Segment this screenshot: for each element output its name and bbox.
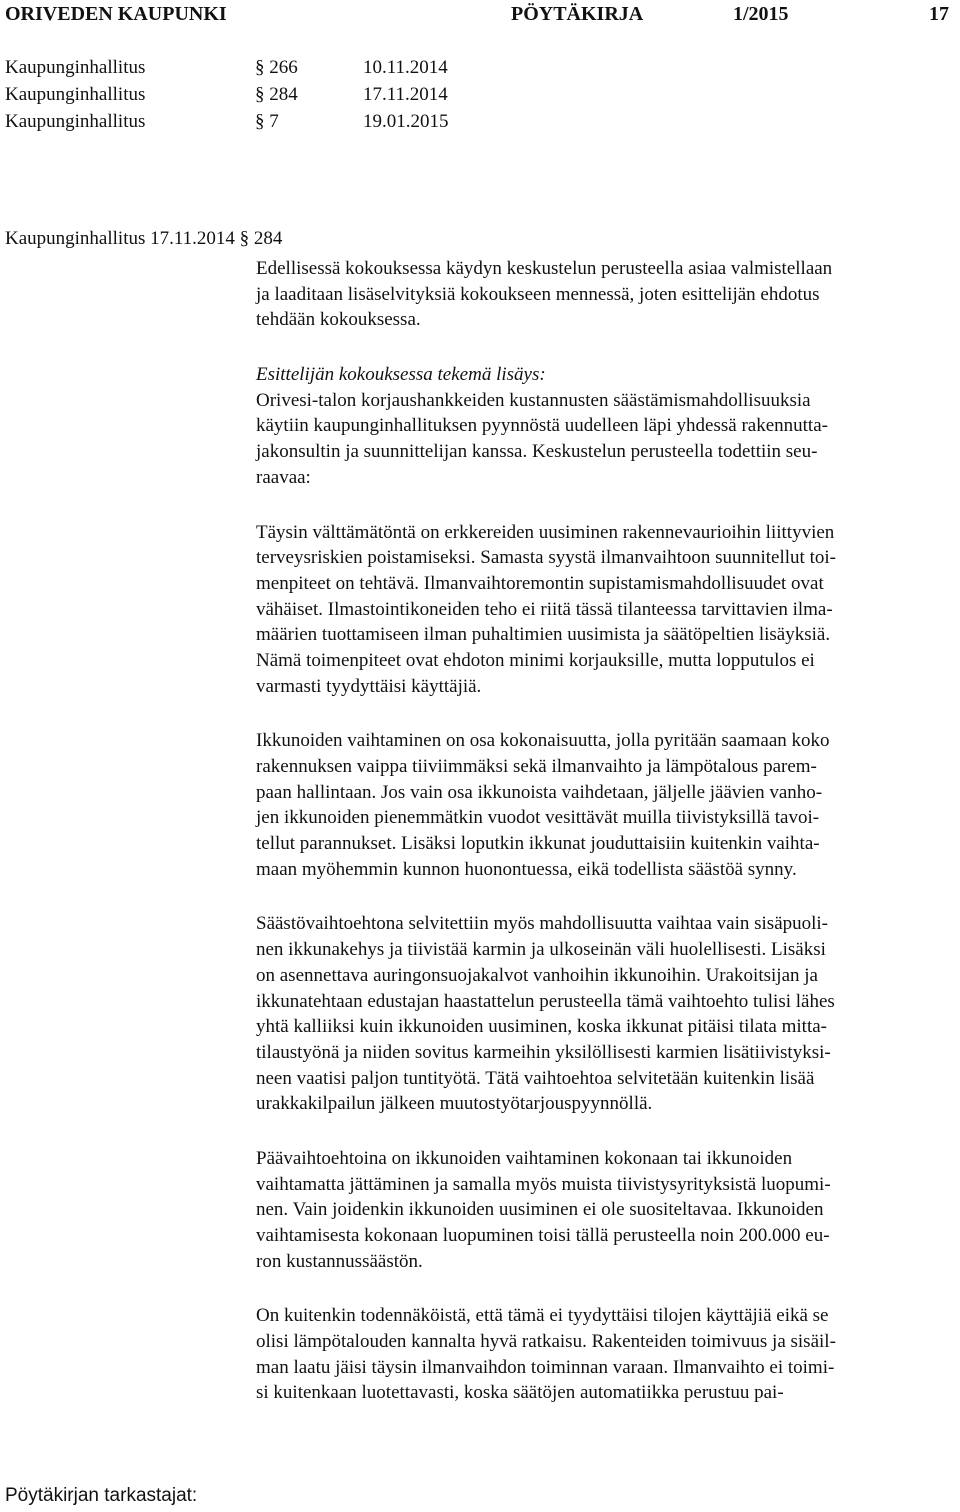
text-line: Säästövaihtoehtona selvitettiin myös mahdollisuutta vaihtaa vain sisäpuoli- xyxy=(256,913,829,935)
text-line: Edellisessä kokouksessa käydyn keskustelun perusteella asiaa valmistellaan xyxy=(256,258,833,279)
reference-section: § 284 xyxy=(255,84,298,105)
reference-row xyxy=(5,57,705,84)
doc-type: PÖYTÄKIRJA xyxy=(511,3,644,25)
reference-row xyxy=(5,84,705,111)
text-line: varmasti tyydyttäisi käyttäjiä. xyxy=(256,675,482,697)
addition-heading: Esittelijän kokouksessa tekemä lisäys: xyxy=(256,364,546,386)
text-line: rakennuksen vaippa tiiviimmäksi sekä ilmanvaihto ja lämpötalous parem- xyxy=(256,756,817,777)
paragraph xyxy=(256,520,958,700)
reference-list xyxy=(5,57,705,138)
text-line: nen ikkunakehys ja tiivistää karmin ja ulkoseinän väli huolellisesti. Lisäksi xyxy=(256,939,826,961)
text-line: On kuitenkin todennäköistä, että tämä ei tyydyttäisi tilojen käyttäjiä eikä se xyxy=(256,1305,829,1327)
text-line: käytiin kaupunginhallituksen pyynnöstä uudelleen läpi yhdessä rakennutta- xyxy=(256,415,828,437)
document-header xyxy=(0,0,960,30)
text-line: jen ikkunoiden pienemmätkin vuodot vesittävät muilla tiivistyksillä tavoi- xyxy=(256,807,820,829)
footer-reviewers-label: Pöytäkirjan tarkastajat: xyxy=(5,1485,198,1506)
reference-body: Kaupunginhallitus xyxy=(5,57,146,78)
reference-body: Kaupunginhallitus xyxy=(5,111,146,132)
text-line: Ikkunoiden vaihtaminen on osa kokonaisuutta, jolla pyritään saamaan koko xyxy=(256,730,830,752)
text-line: tehdään kokouksessa. xyxy=(256,309,421,331)
text-line: Täysin välttämätöntä on erkkereiden uusiminen rakennevaurioihin liittyvien xyxy=(256,521,835,543)
text-line: määrien tuottamiseen ilman puhaltimien uusimista ja säätöpeltien lisäyksiä. xyxy=(256,624,831,646)
text-line: urakkakilpailun jälkeen muutostyötarjouspyynnöllä. xyxy=(256,1093,653,1115)
text-line: ron kustannussäästön. xyxy=(256,1250,423,1272)
text-line: Orivesi-talon korjaushankkeiden kustannusten säästämismahdollisuuksia xyxy=(256,389,811,411)
page-number: 17 xyxy=(929,3,949,25)
reference-date: 19.01.2015 xyxy=(363,111,449,132)
text-line: nen. Vain joidenkin ikkunoiden uusiminen ei ole suositeltavaa. Ikkunoiden xyxy=(256,1199,824,1221)
paragraph xyxy=(256,362,958,490)
text-line: maan myöhemmin kunnon huonontuessa, eikä todellista säästöä synny. xyxy=(256,858,797,880)
text-line: raavaa: xyxy=(256,466,311,488)
paragraph xyxy=(256,728,958,882)
text-line: vaihtamisesta kokonaan luopuminen toisi tällä perusteella noin 200.000 eu- xyxy=(256,1225,830,1246)
reference-date: 10.11.2014 xyxy=(363,57,448,78)
text-line: yhtä kalliiksi kuin ikkunoiden uusiminen, koska ikkunat pitäisi tilata mitta- xyxy=(256,1016,827,1038)
text-line: olisi lämpötalouden kannalta hyvä ratkaisu. Rakenteiden toimivuus ja sisäil- xyxy=(256,1331,836,1353)
paragraph xyxy=(256,1303,958,1406)
reference-section: § 266 xyxy=(255,57,298,78)
text-line: paan hallintaan. Jos vain osa ikkunoista vaihdetaan, jäljelle jäävien vanho- xyxy=(256,781,823,803)
text-line: terveysriskien poistamiseksi. Samasta syystä ilmanvaihtoon suunnitellut toi- xyxy=(256,547,836,569)
text-line: ikkunatehtaan edustajan haastattelun perusteella tämä vaihtoehto tulisi lähes xyxy=(256,990,835,1012)
text-line: neen vaatisi paljon tuntityötä. Tätä vaihtoehtoa selvitetään kuitenkin lisää xyxy=(256,1067,815,1089)
reference-body: Kaupunginhallitus xyxy=(5,84,146,105)
reference-date: 17.11.2014 xyxy=(363,84,448,105)
text-line: Nämä toimenpiteet ovat ehdoton minimi korjauksille, mutta lopputulos ei xyxy=(256,649,815,671)
text-line: Päävaihtoehtoina on ikkunoiden vaihtaminen kokonaan tai ikkunoiden xyxy=(256,1147,793,1169)
reference-section: § 7 xyxy=(255,111,279,132)
text-line: vaihtamatta jättäminen ja samalla myös muista tiivistysyrityksistä luopumi- xyxy=(256,1173,831,1195)
reference-row xyxy=(5,111,705,138)
text-line: tellut parannukset. Lisäksi loputkin ikkunat jouduttaisiin kuitenkin vaihta- xyxy=(256,833,820,855)
text-line: man laatu jäisi täysin ilmanvaihdon toiminnan varaan. Ilmanvaihto ei toimi- xyxy=(256,1356,835,1378)
paragraph xyxy=(256,1146,958,1274)
text-line: tilaustyönä ja niiden sovitus karmeihin yksilöllisesti karmien lisätiivistyksi- xyxy=(256,1041,831,1063)
doc-number: 1/2015 xyxy=(733,3,789,25)
paragraph xyxy=(256,256,958,333)
text-line: jakonsultin ja suunnittelijan kanssa. Keskustelun perusteella todettiin seu- xyxy=(256,441,818,463)
text-line: menpiteet on tehtävä. Ilmanvaihtoremontin supistamismahdollisuudet ovat xyxy=(256,572,824,594)
section-title: Kaupunginhallitus 17.11.2014 § 284 xyxy=(5,228,283,249)
text-line: ja laaditaan lisäselvityksiä kokoukseen mennessä, joten esittelijän ehdotus xyxy=(256,283,820,305)
text-line: vähäiset. Ilmastointikoneiden teho ei riitä tässä tilanteessa tarvittavien ilma- xyxy=(256,598,833,620)
minutes-body xyxy=(256,256,958,1406)
paragraph xyxy=(256,911,958,1117)
org-name: ORIVEDEN KAUPUNKI xyxy=(5,3,227,25)
text-line: on asennettava auringonsuojakalvot vanhoihin ikkunoihin. Urakoitsijan ja xyxy=(256,964,818,986)
text-line: si kuitenkaan luotettavasti, koska säätöjen automatiikka perustuu pai- xyxy=(256,1382,784,1404)
